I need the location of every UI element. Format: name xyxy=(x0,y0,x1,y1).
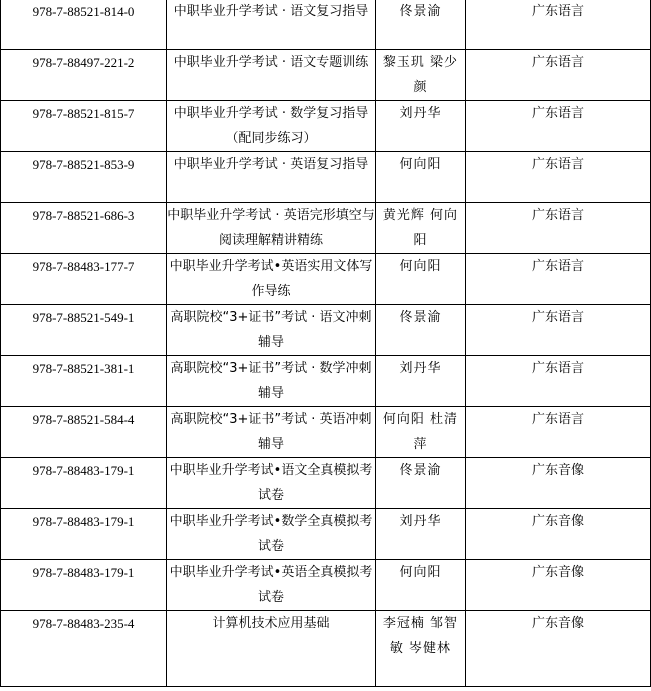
title-cell: 中职毕业升学考试•英语全真模拟考试卷 xyxy=(167,560,376,611)
author-cell: 李冠楠 邹智敏 岑健林 xyxy=(376,611,466,687)
title-cell: 中职毕业升学考试 · 英语完形填空与阅读理解精讲精练 xyxy=(167,203,376,254)
title-cell: 中职毕业升学考试•英语实用文体写作导练 xyxy=(167,254,376,305)
title-cell: 高职院校“3+证书”考试 · 数学冲刺辅导 xyxy=(167,356,376,407)
publisher-cell: 广东语言 xyxy=(466,356,651,407)
isbn-cell: 978-7-88521-549-1 xyxy=(1,305,167,356)
table-row xyxy=(1,50,651,101)
table-row xyxy=(1,560,651,611)
title-cell: 中职毕业升学考试 · 语文复习指导 xyxy=(167,0,376,50)
title-cell: 高职院校“3+证书”考试 · 语文冲刺辅导 xyxy=(167,305,376,356)
isbn-cell: 978-7-88497-221-2 xyxy=(1,50,167,101)
isbn-cell: 978-7-88483-179-1 xyxy=(1,509,167,560)
title-cell: 中职毕业升学考试 · 英语复习指导 xyxy=(167,152,376,203)
isbn-cell: 978-7-88483-235-4 xyxy=(1,611,167,687)
publisher-cell: 广东语言 xyxy=(466,152,651,203)
table-row xyxy=(1,509,651,560)
isbn-cell: 978-7-88483-177-7 xyxy=(1,254,167,305)
author-cell: 黄光辉 何向阳 xyxy=(376,203,466,254)
author-cell: 黎玉玑 梁少颜 xyxy=(376,50,466,101)
isbn-cell: 978-7-88521-584-4 xyxy=(1,407,167,458)
author-cell: 刘丹华 xyxy=(376,509,466,560)
author-cell: 佟景渝 xyxy=(376,305,466,356)
publisher-cell: 广东语言 xyxy=(466,0,651,50)
isbn-cell: 978-7-88521-686-3 xyxy=(1,203,167,254)
publisher-cell: 广东音像 xyxy=(466,611,651,687)
table-row xyxy=(1,407,651,458)
publisher-cell: 广东语言 xyxy=(466,203,651,254)
isbn-cell: 978-7-88483-179-1 xyxy=(1,458,167,509)
isbn-cell: 978-7-88521-381-1 xyxy=(1,356,167,407)
title-cell: 中职毕业升学考试•语文全真模拟考试卷 xyxy=(167,458,376,509)
table-row xyxy=(1,305,651,356)
isbn-cell: 978-7-88521-815-7 xyxy=(1,101,167,152)
table-row xyxy=(1,356,651,407)
table-row xyxy=(1,152,651,203)
isbn-cell: 978-7-88483-179-1 xyxy=(1,560,167,611)
publisher-cell: 广东语言 xyxy=(466,50,651,101)
publisher-cell: 广东语言 xyxy=(466,407,651,458)
table-row xyxy=(1,611,651,687)
title-cell: 中职毕业升学考试•数学全真模拟考试卷 xyxy=(167,509,376,560)
publisher-cell: 广东语言 xyxy=(466,254,651,305)
publisher-cell: 广东语言 xyxy=(466,305,651,356)
publisher-cell: 广东音像 xyxy=(466,509,651,560)
publisher-cell: 广东音像 xyxy=(466,458,651,509)
author-cell: 何向阳 xyxy=(376,560,466,611)
isbn-cell: 978-7-88521-814-0 xyxy=(1,0,167,50)
author-cell: 刘丹华 xyxy=(376,101,466,152)
table-row xyxy=(1,203,651,254)
table-row xyxy=(1,458,651,509)
publisher-cell: 广东语言 xyxy=(466,101,651,152)
title-cell: 高职院校“3+证书”考试 · 英语冲刺辅导 xyxy=(167,407,376,458)
author-cell: 何向阳 杜清萍 xyxy=(376,407,466,458)
publisher-cell: 广东音像 xyxy=(466,560,651,611)
author-cell: 何向阳 xyxy=(376,152,466,203)
author-cell: 佟景渝 xyxy=(376,0,466,50)
isbn-cell: 978-7-88521-853-9 xyxy=(1,152,167,203)
author-cell: 何向阳 xyxy=(376,254,466,305)
title-cell: 中职毕业升学考试 · 语文专题训练 xyxy=(167,50,376,101)
table-row xyxy=(1,101,651,152)
author-cell: 佟景渝 xyxy=(376,458,466,509)
title-cell: 中职毕业升学考试 · 数学复习指导（配同步练习） xyxy=(167,101,376,152)
table-row xyxy=(1,0,651,50)
table-row xyxy=(1,254,651,305)
author-cell: 刘丹华 xyxy=(376,356,466,407)
title-cell: 计算机技术应用基础 xyxy=(167,611,376,687)
